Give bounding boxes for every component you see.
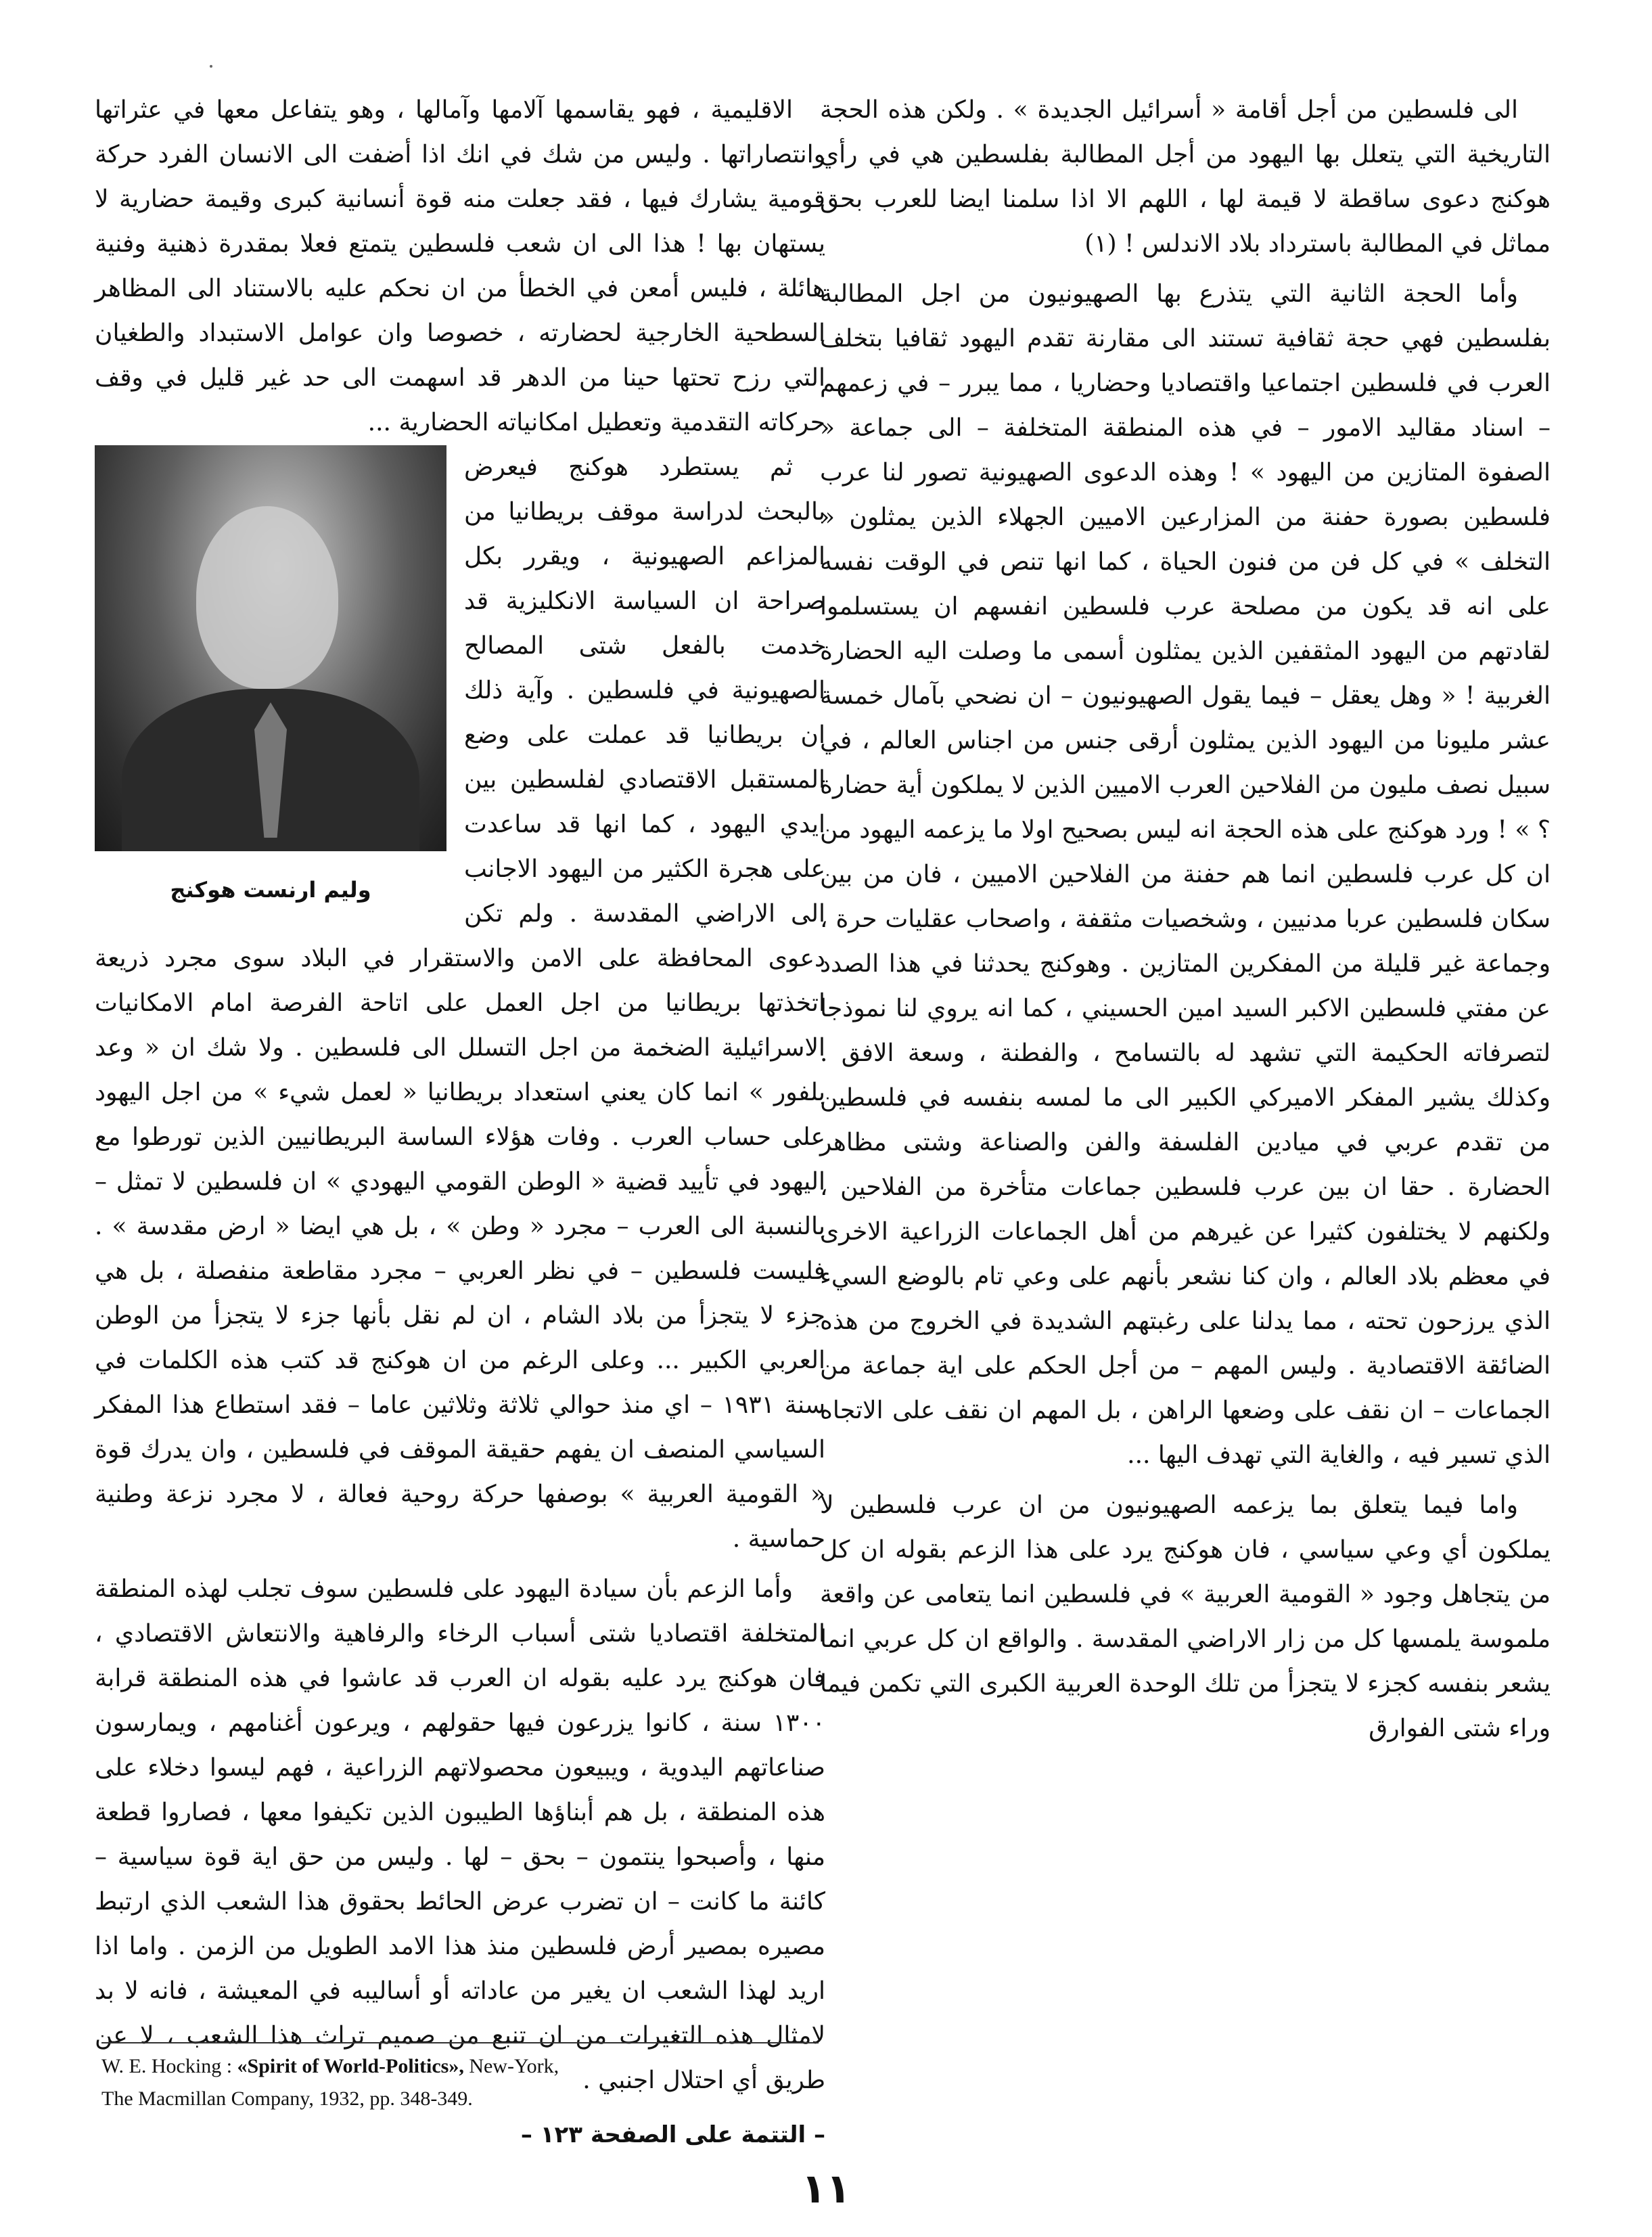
paragraph: الى فلسطين من أجل أقامة « أسرائيل الجديدة » . ولكن هذه الحجة التاريخية التي يتعلل بها اليهود من أجل المطالبة بفلسطين هي في رأي هوكنج دعوى ساقطة لا قيمة لها ، اللهم الا اذا سلمنا ايضا للعرب بحق مماثل في المطالبة باسترداد بلاد الاندلس ! (١) xyxy=(820,96,1551,258)
right-column xyxy=(820,88,1551,2091)
footnote-publisher: The Macmillan Company, 1932, pp. 348-349. xyxy=(101,2087,473,2110)
photo-caption: وليم ارنست هوكنج xyxy=(170,877,371,903)
footnote-work: «Spirit of World-Politics», xyxy=(237,2055,464,2077)
footnote xyxy=(101,2050,846,2115)
continued-note: – التتمة على الصفحة ١٢٣ – xyxy=(520,2121,825,2148)
footnote-author: W. E. Hocking xyxy=(101,2055,222,2077)
portrait-photo xyxy=(95,445,446,851)
page-number: ١١ xyxy=(801,2165,851,2213)
portrait-face xyxy=(196,506,338,689)
footnote-divider xyxy=(101,2042,819,2043)
portrait-figure xyxy=(95,445,446,912)
paragraph: واما فيما يتعلق بما يزعمه الصهيونيون من ان عرب فلسطين لا يملكون أي وعي سياسي ، فان هوكنج يرد على هذا الزعم بقوله ان كل من يتجاهل وجود « القومية العربية » في فلسطين انما يتعامى عن واقعة ملموسة يلمسها كل من زار الاراضي المقدسة . والواقع ان كل عربي انما يشعر بنفسه كجزء لا يتجزأ من تلك الوحدة العربية الكبرى التي تكمن فيما وراء شتى الفوارق xyxy=(820,1491,1551,1742)
paragraph: الاقليمية ، فهو يقاسمها آلامها وآمالها ، وهو يتفاعل معها في عثراتها وانتصاراتها . وليس من شك في انك اذا أضفت الى الانسان الفرد حركة قومية يشارك فيها ، فقد جعلت منه قوة أنسانية كبرى وقيمة حضارية لا يستهان بها ! هذا الى ان شعب فلسطين يتمتع فعلا بمقدرة ذهنية وفنية هائلة ، فليس أمعن في الخطأ من ان نحكم عليه بالاستناد الى المظاهر السطحية الخارجية لحضارته ، خصوصا وان عوامل الاستبداد والطغيان التي رزح تحتها حينا من الدهر قد اسهمت الى حد غير قليل في وقف حركاته التقدمية وتعطيل امكانياته الحضارية ... xyxy=(95,96,825,436)
speck xyxy=(210,65,212,68)
footnote-separator: : xyxy=(226,2055,233,2077)
paragraph: وأما الزعم بأن سيادة اليهود على فلسطين سوف تجلب لهذه المنطقة المتخلفة اقتصاديا شتى أسباب الرخاء والرفاهية والانتعاش الاقتصادي ، فان هوكنج يرد عليه بقوله ان العرب قد عاشوا في هذه المنطقة قرابة ١٣٠٠ سنة ، كانوا يزرعون فيها حقولهم ، ويرعون أغنامهم ، ويمارسون صناعاتهم اليدوية ، ويبيعون محصولاتهم الزراعية ، فهم ليسوا دخلاء على هذه المنطقة ، بل هم أبناؤها الطيبون الذين تكيفوا معها ، فصاروا قطعة منها ، وأصبحوا ينتمون – بحق – لها . وليس من حق اية قوة سياسية – كائنة ما كانت – ان تضرب عرض الحائط بحقوق هذا الشعب الذي ارتبط مصيره بمصير أرض فلسطين منذ هذا الامد الطويل من الزمن . واما اذا اريد لهذا الشعب ان يغير من عاداته أو أساليبه في المعيشة ، فانه لا بد لامثال هذه التغيرات من ان تنبع من صميم تراث هذا الشعب ، لا عن طريق أي احتلال اجنبي . xyxy=(95,1575,825,2094)
paragraph: وأما الحجة الثانية التي يتذرع بها الصهيونيون من اجل المطالبة بفلسطين فهي حجة ثقافية تستند الى مقارنة تقدم اليهود ثقافيا بتخلف العرب في فلسطين اجتماعيا واقتصاديا وحضاريا ، مما يبرر – في زعمهم – اسناد مقاليد الامور – في هذه المنطقة المتخلفة – الى جماعة « الصفوة المتازين من اليهود » ! وهذه الدعوى الصهيونية تصور لنا عرب فلسطين بصورة حفنة من المزارعين الاميين الجهلاء الذين يمثلون « التخلف » في كل فن من فنون الحياة ، كما انها تنص في الوقت نفسه على انه قد يكون من مصلحة عرب فلسطين انفسهم ان يستسلموا لقادتهم من اليهود المثقفين الذين يمثلون أسمى ما وصلت اليه الحضارة الغربية ! « وهل يعقل – فيما يقول الصهيونيون – ان نضحي بآمال خمسة عشر مليونا من اليهود الذين يمثلون أرقى جنس من اجناس العالم ، في سبيل نصف مليون من الفلاحين العرب الاميين الذين لا يملكون أية حضارة ؟ » ! ورد هوكنج على هذه الحجة انه ليس بصحيح اولا ما يزعمه اليهود من ان كل عرب فلسطين انما هم حفنة من الفلاحين الاميين ، فان من بين سكان فلسطين عربا مدنيين ، وشخصيات مثقفة ، واصحاب عقليات حرة ، وجماعة غير قليلة من المفكرين المتازين . وهوكنج يحدثنا في هذا الصدد عن مفتي فلسطين الاكبر السيد امين الحسيني ، كما انه يروي لنا نموذجا لتصرفاته الحكيمة التي تشهد له بالتسامح ، والفطنة ، وسعة الافق . وكذلك يشير المفكر الاميركي الكبير الى ما لمسه بنفسه في فلسطين من تقدم عربي في ميادين الفلسفة والفن والصناعة وشتى مظاهر الحضارة . حقا ان بين عرب فلسطين جماعات متأخرة من الفلاحين ، ولكنهم لا يختلفون كثيرا عن غيرهم من أهل الجماعات الزراعية الاخرى في معظم بلاد العالم ، وان كنا نشعر بأنهم على وعي تام بالوضع السيء الذي يرزحون تحته ، مما يدلنا على رغبتهم الشديدة في الخروج من هذه الضائقة الاقتصادية . وليس المهم – من أجل الحكم على اية جماعة من الجماعات – ان نقف على وضعها الراهن ، بل المهم ان نقف على الاتجاه الذي تسير فيه ، والغاية التي تهدف اليها ... xyxy=(820,280,1551,1469)
footnote-place: New-York, xyxy=(469,2055,559,2077)
paragraph: ثم يستطرد هوكنج فيعرض بالبحث لدراسة موقف بريطانيا من المزاعم الصهيونية ، ويقرر بكل صراحة ان السياسة الانكليزية قد خدمت بالفعل شتى المصالح الصهيونية في فلسطين . وآية ذلك ان بريطانيا قد عملت على وضع المستقبل الاقتصادي لفلسطين بين ايدي اليهود ، كما انها قد ساعدت على هجرة الكثير من اليهود الاجانب الى الاراضي المقدسة . ولم تكن دعوى المحافظة على الامن والاستقرار في البلاد سوى مجرد ذريعة اتخذتها بريطانيا من اجل العمل على اتاحة الفرصة امام الامكانيات الاسرائيلية الضخمة من اجل التسلل الى فلسطين . ولا شك ان « وعد بلفور » انما كان يعني استعداد بريطانيا « لعمل شيء » من اجل اليهود على حساب العرب . وفات هؤلاء الساسة البريطانيين الذين تورطوا مع اليهود في تأييد قضية « الوطن القومي اليهودي » ان فلسطين لا تمثل – بالنسبة الى العرب – مجرد « وطن » ، بل هي ايضا « ارض مقدسة » . فليست فلسطين – في نظر العربي – مجرد مقاطعة منفصلة ، بل هي جزء لا يتجزأ من بلاد الشام ، ان لم نقل بأنها جزء لا يتجزأ من الوطن العربي الكبير ... وعلى الرغم من ان هوكنج قد كتب هذه الكلمات في سنة ١٩٣١ – اي منذ حوالي ثلاثة وثلاثين عاما – فقد استطاع هذا المفكر السياسي المنصف ان يفهم حقيقة الموقف في فلسطين ، وان يدرك قوة « القومية العربية » بوصفها حركة روحية فعالة ، لا مجرد نزعة وطنية حماسية . xyxy=(95,453,825,1553)
